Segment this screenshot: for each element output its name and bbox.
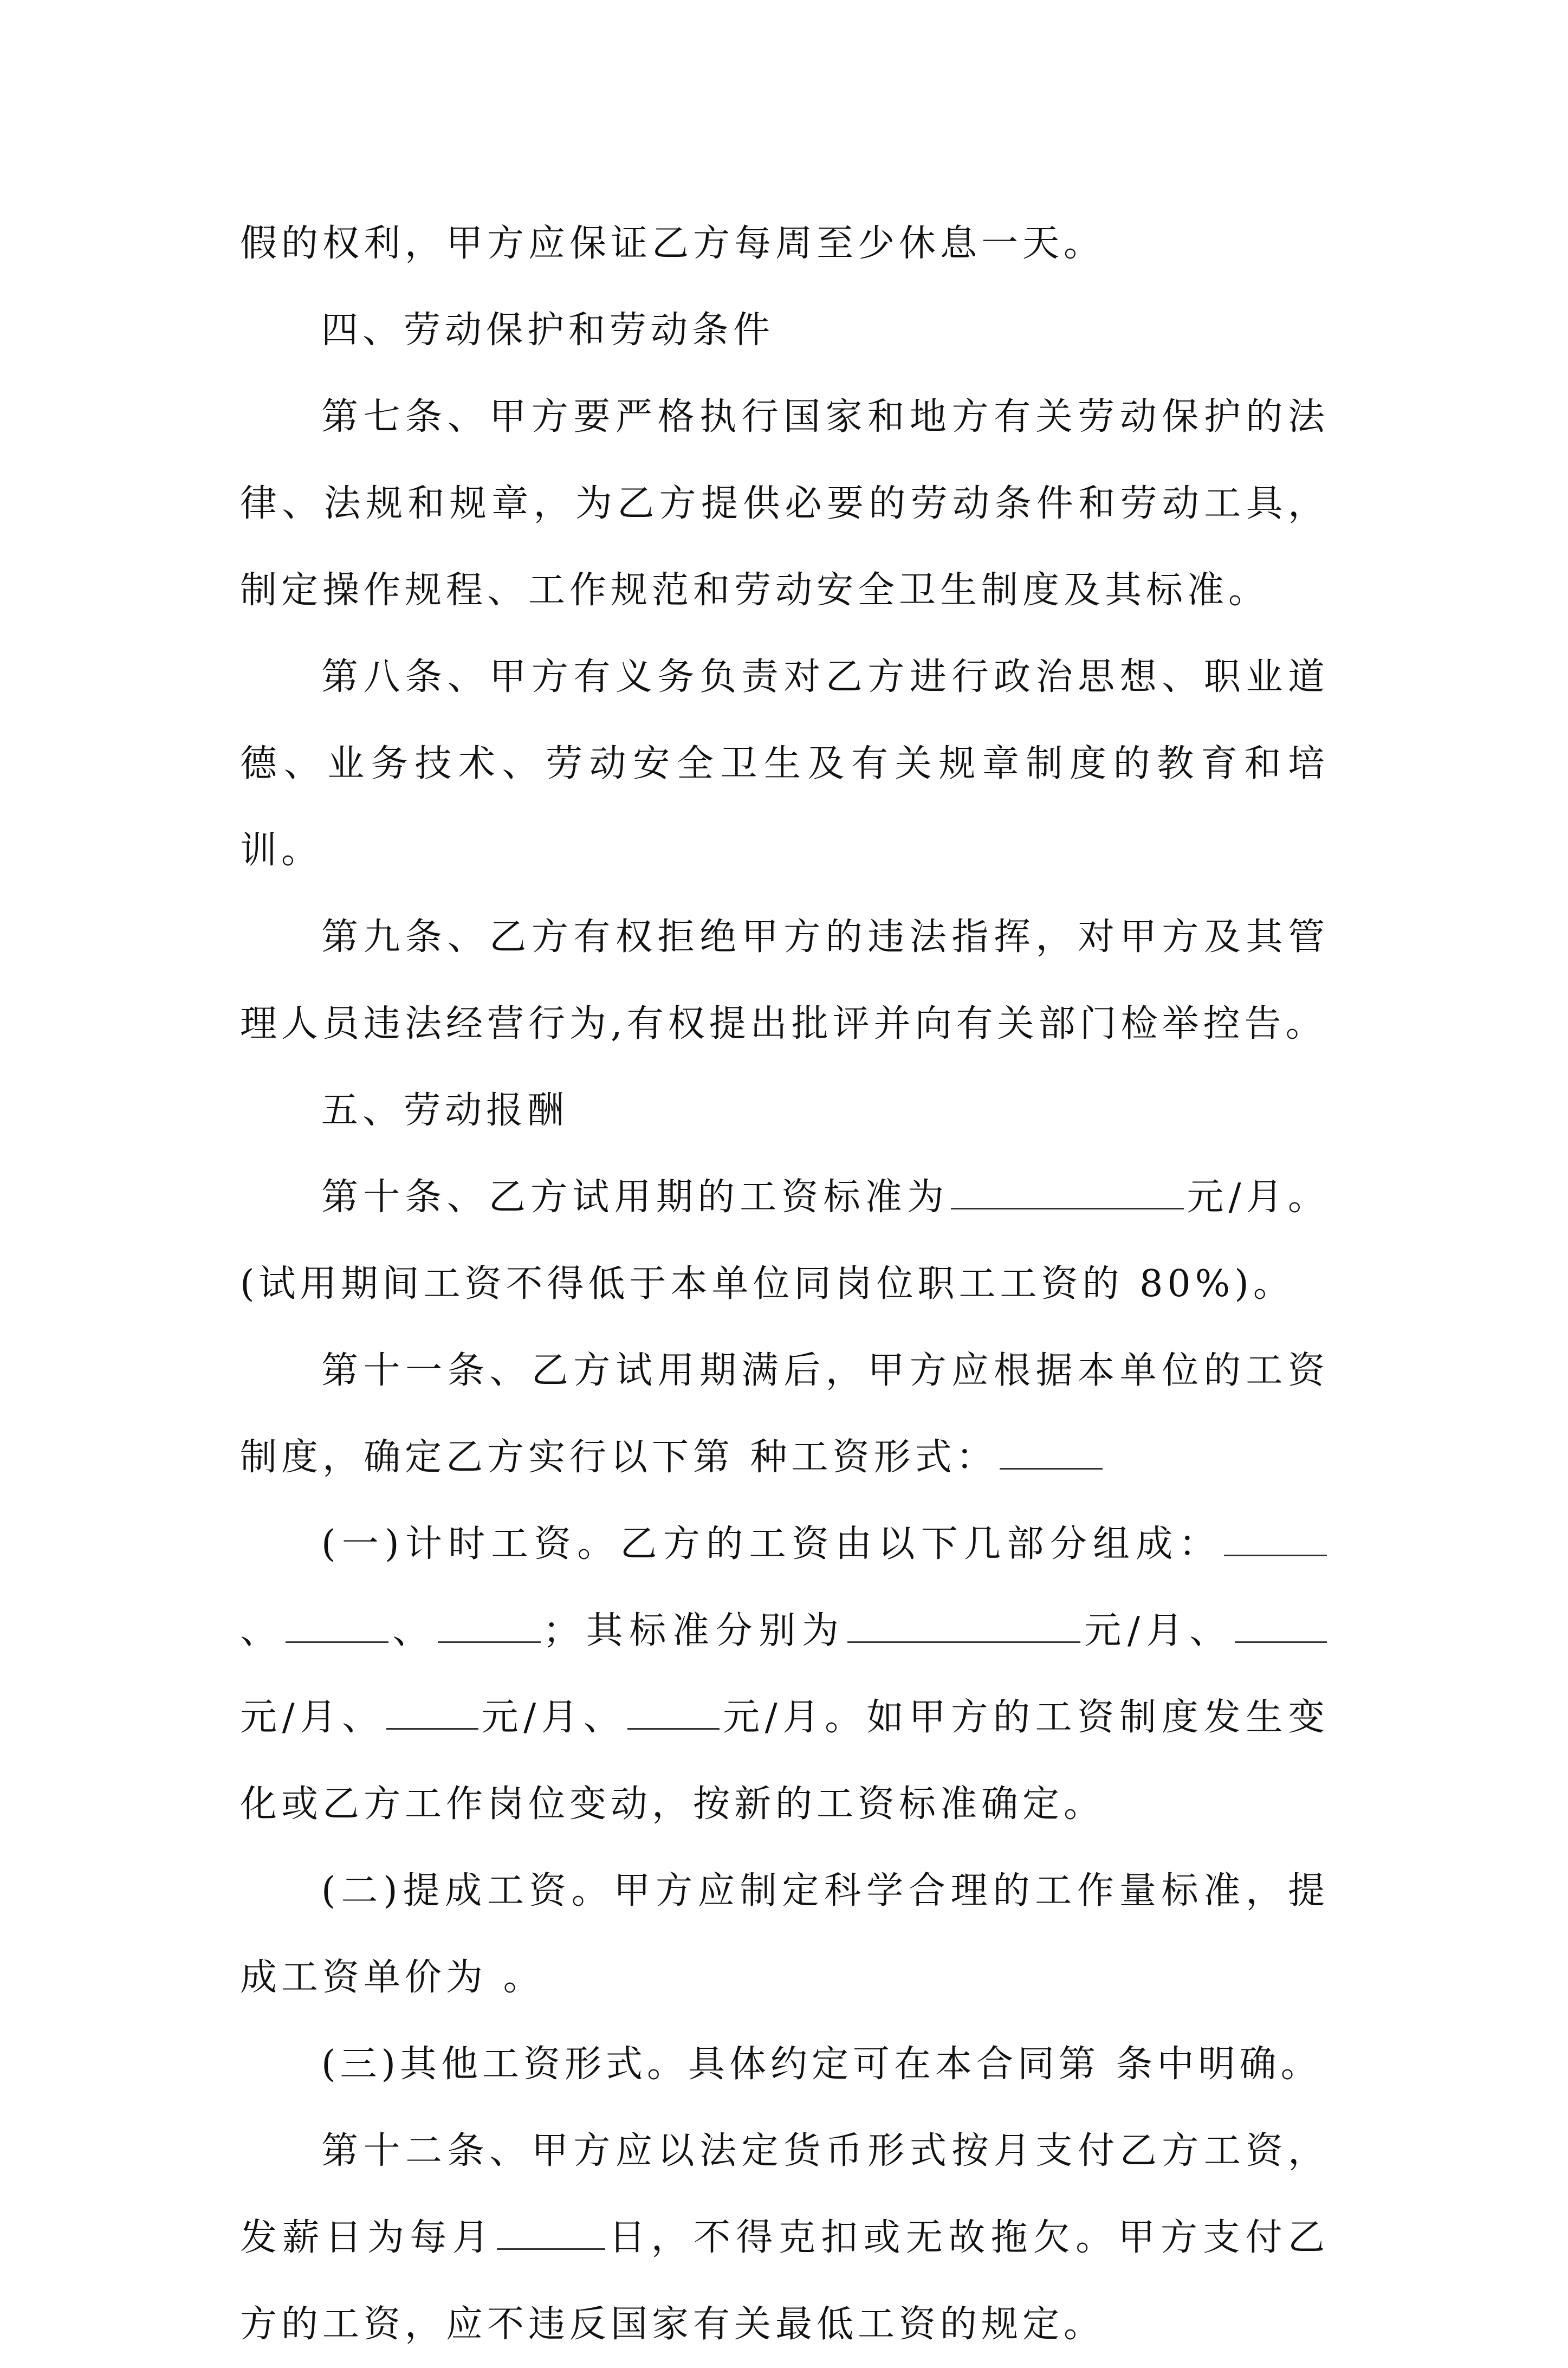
article-text: 第九条、乙方有权拒绝甲方的违法指挥，对甲方及其管理人员违法经营行为,有权提出批评并向有关部门检举控告。	[240, 916, 1329, 1045]
wage-standard-2-blank[interactable]	[1235, 1609, 1327, 1643]
article-12	[240, 2108, 1329, 2368]
item-text: (二)提成工资。甲方应制定科学合理的工作量标准，提成工资单价为 。	[240, 1869, 1329, 1999]
article-text: 日，不得克扣或无故拖欠。甲方支付乙方的工资，应不违反国家有关最低工资的规定。	[240, 2216, 1329, 2346]
payday-blank[interactable]	[497, 2216, 605, 2250]
article-9	[240, 894, 1329, 1067]
document-body	[240, 200, 1329, 2368]
wage-standard-3-blank[interactable]	[386, 1696, 478, 1730]
item-other-wage	[240, 2021, 1329, 2108]
section-heading-labor-protection	[240, 287, 1329, 374]
item-text: 元/月、	[480, 1696, 626, 1739]
wage-standard-4-blank[interactable]	[627, 1696, 720, 1730]
article-8	[240, 634, 1329, 894]
section-heading-remuneration	[240, 1067, 1329, 1154]
item-text: 元/月、	[240, 1696, 384, 1739]
separator: 、	[390, 1609, 436, 1652]
article-text: 第十二条、甲方应以法定货币形式按月支付乙方工资，发薪日为每月	[240, 2130, 1329, 2259]
item-commission-wage	[240, 1848, 1329, 2021]
article-7	[240, 374, 1329, 634]
separator: 、	[240, 1609, 283, 1652]
heading-text: 五、劳动报酬	[321, 1089, 569, 1132]
wage-component-3-blank[interactable]	[438, 1609, 541, 1643]
wage-component-2-blank[interactable]	[286, 1609, 388, 1643]
item-text: ；其标准分别为	[543, 1609, 845, 1652]
wage-component-1-blank[interactable]	[1224, 1522, 1327, 1556]
item-text: 元/月、	[1082, 1609, 1233, 1652]
article-text: 元/月。(试用期间工资不得低于本单位同岗位职工工资的 80%)。	[240, 1176, 1329, 1305]
paragraph-rest-days	[240, 200, 1329, 287]
paragraph-text: 假的权利，甲方应保证乙方每周至少休息一天。	[240, 222, 1105, 265]
item-text: (一)计时工资。乙方的工资由以下几部分组成：	[321, 1523, 1222, 1565]
article-text: 第十条、乙方试用期的工资标准为	[321, 1176, 949, 1219]
item-text: 元/月。如甲方的工资制度发生变化或乙方工作岗位变动，按新的工资标准确定。	[240, 1696, 1329, 1826]
probation-wage-blank[interactable]	[951, 1175, 1184, 1209]
article-text: 第十一条、乙方试用期满后，甲方应根据本单位的工资制度，确定乙方实行以下第 种工资形式：	[240, 1349, 1329, 1479]
article-10	[240, 1154, 1329, 1328]
wage-standard-1-blank[interactable]	[847, 1609, 1080, 1643]
article-text: 第八条、甲方有义务负责对乙方进行政治思想、职业道德、业务技术、劳动安全卫生及有关规章制度的教育和培训。	[240, 656, 1329, 872]
item-hourly-wage	[240, 1501, 1329, 1848]
heading-text: 四、劳动保护和劳动条件	[321, 309, 775, 352]
article-text: 第七条、甲方要严格执行国家和地方有关劳动保护的法律、法规和规章，为乙方提供必要的劳动条件和劳动工具，制定操作规程、工作规范和劳动安全卫生制度及其标准。	[240, 396, 1329, 612]
wage-form-blank[interactable]	[1000, 1435, 1103, 1470]
article-11	[240, 1328, 1329, 1501]
item-text: (三)其他工资形式。具体约定可在本合同第 条中明确。	[321, 2043, 1322, 2086]
